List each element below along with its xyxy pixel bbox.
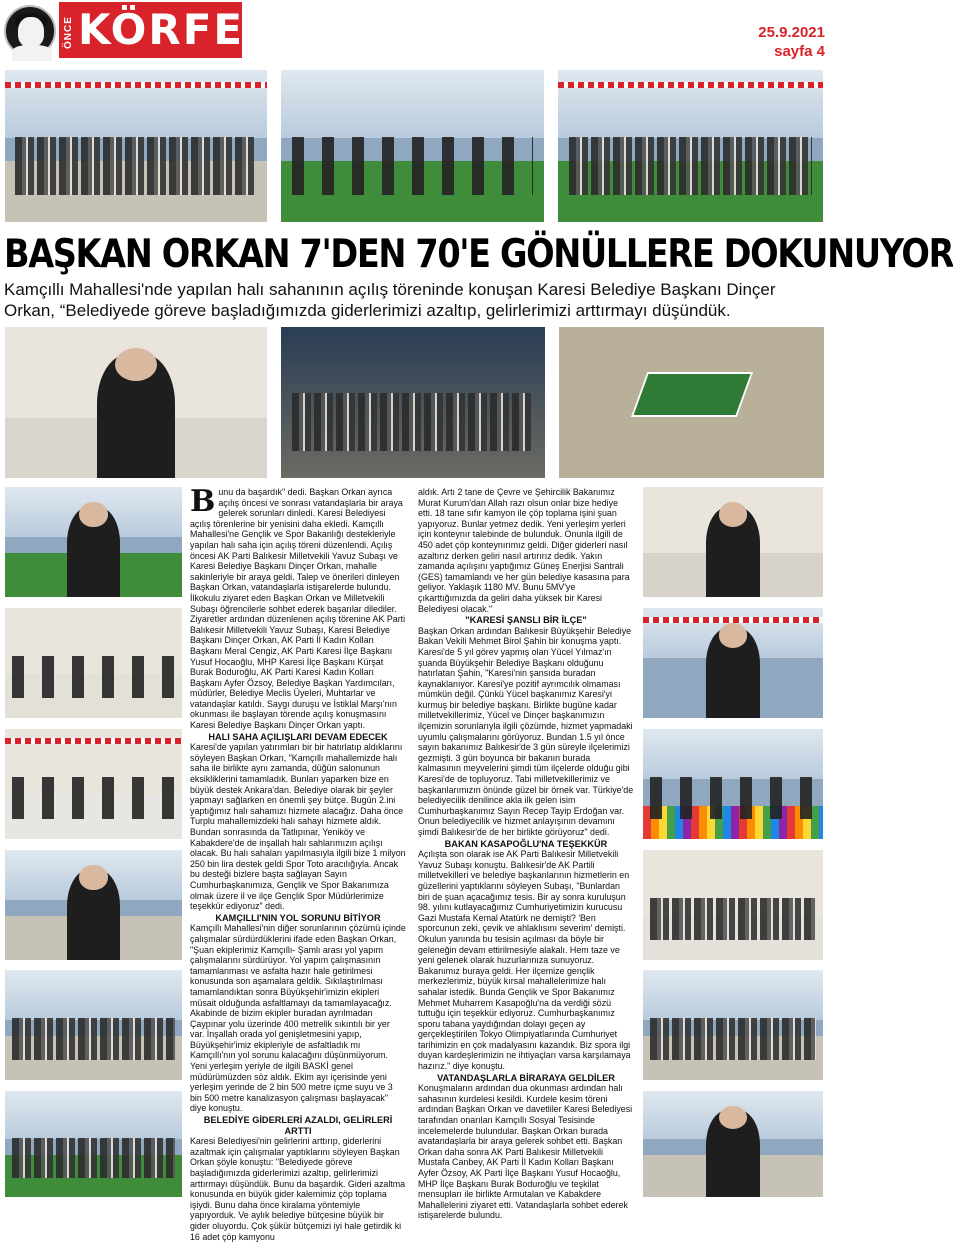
subheading-vatandaslar: VATANDAŞLARLA BİRARAYA GELDİLER: [437, 1072, 615, 1083]
logo-prefix: ÖNCE: [63, 16, 74, 50]
deck: Kamçıllı Mahallesi'nde yapılan halı sahanının açılış töreninde konuşan Karesi Belediye Başkanı Dinçer Orkan, “Belediyede göreve başladığımızda giderlerimizi azaltıp, gelirlerimizi arttırmayı düşündük.: [4, 280, 776, 320]
article-paragraph: Kamçıllı Mahallesi'nin diğer sorunlarının çözümü içinde çalışmalar sürdürdüklerini ifade eden Başkan Orkan, "Şuan ekiplerimiz Kamçıllı- Şamlı arası yol yapım çalışmalarını sürdürüyor. Yol yapım çalışmasının tamamlanması ve asfalta hazır hale getirilmesi konusunda son aşamalara geldik. Sıkılaştırılması tamamlandıktan sonra Büyükşehir'imizin ekipleri müsait olduğunda asfaltlamayı da tamamlayacağız. Akabinde de bizim ekipler buradan ayrılmadan Çaypınar yolu üzerinde 400 metrelik sıkıntılı bir yer var. İnşallah orada yol genişletmesini yapıp, Büyükşehir'imiz ekipleriyle de asfaltladık mı Kamçıllı'nın yol sorunu kalacağını düşünmüyorum. Yeni yerleşim yeriyle de ilgili BASKİ genel müdürümüzden söz aldık. Ekim ayı içerisinde yeni yerleşim yerinde de 2 bin 500 metre içme suyu ve 3 bin 500 metre kanalizasyon çalışması başlayacak" diye konuştu.: [190, 923, 406, 1114]
article-column-1: [190, 484, 406, 1242]
article-column-2: [418, 487, 634, 1221]
drop-cap: B: [190, 484, 216, 519]
page-number: sayfa 4: [774, 43, 825, 60]
photo-speaker-flags: [643, 608, 823, 718]
photo-aerial-field: [559, 327, 824, 478]
article-paragraph: Karesi'de yapılan yatırımları bir bir hatırlatıp aldıklarını söyleyen Başkan Orkan, "Kamçıllı mahallemizde halı saha ile birlikte aynı zamanda, düğün salonunun eksikliklerini tamamladık. Bunları yaparken bize en büyük destek Ankara'dan. Belediye olarak bir şeyler yapmayı sağlarken en önemli şey bütçe. Bugün 2.ini yaptığımız halı sahamızı hizmete alacağız. Daha önce Turplu mahallemizdeki halı sahayı hizmete aldık. Bundan sonrasında da Tatlıpınar, Yeniköy ve Kabakdere'de de inşallah halı sahlarımızın açılışı olacak. Bu halı sahaları yapılmasıyla ilgili bize 1 milyon 250 bin lira destek geldi Spor Toto aracılığıyla. Ancak bu desteği bizlere başta sağlayan Sayın Cumhurbaşkanımıza, Gençlik ve Spor Bakanımıza olmak üzere il ve ilçe Gençlik Spor Müdürlerimize teşekkür ediyoruz" dedi.: [190, 742, 406, 912]
photo-ribbon-cutting: [5, 70, 267, 222]
issue-date: 25.9.2021: [758, 24, 825, 41]
photo-children-talk: [5, 850, 182, 960]
article-paragraph: Başkan Orkan ardından Balıkesir Büyükşehir Belediye Bakan Vekili Mehmet Birol Şahin bir konuşma yaptı. Karesi'de 5 yıl görev yapmış olan Yücel Yılmaz'ın şuanda Büyükşehir Belediye Başkanı olduğunu hatırlatan Şahin, "Karesi'nin şansıda buradan kaynaklanıyor. Karesi'ye pozitif ayrımcılık olmaması mümkün değil. Çünkü Yücel başkanımız Karesi'yi kurmuş bir belediye başkanı. Birlikte bugüne kadar milletvekillerimiz, Yücel ve Dinçer başkanımızın ilçemizin sorunlarıyla ilgili çözümde, hizmet yapmadaki uyumlu çalışmalarını görüyoruz. Bundan 1.5 yıl önce sayın bakanımız Balıkesir'de 3 gün süreyle ilçelerimizi gezmişti. 3 gün boyunca bir bakanın burada kalmasının meyvelerini şimdi tüm ilçelerde olduğu gibi Karesi'de de topluyoruz. Tabi milletvekillerimiz ve başkanlarımızın önünde güzel bir örnek var. Türkiye'de belediyecilik denilince akla ilk gelen isim Cumhurbaşkanımız Sayın Recep Tayip Erdoğan var. Onun belediyecilik ve hizmet anlayışının devamını şimdi Balıkesir'de de her birlikte görüyoruz" dedi.: [418, 625, 634, 837]
photo-social-facility: [643, 850, 823, 960]
subheading-giderler: BELEDİYE GİDERLERİ AZALDI, GELİRLERİ ARTTI: [203, 1115, 393, 1136]
subheading-yol-sorunu: KAMÇILLI'NIN YOL SORUNU BİTİYOR: [215, 912, 381, 923]
portrait-logo-icon: [4, 5, 56, 57]
photo-night-group: [281, 327, 545, 478]
subheading-tesekkur: BAKAN KASAPOĞLU'NA TEŞEKKÜR: [444, 838, 608, 849]
photo-village-visit: [643, 970, 823, 1080]
photo-classroom-visit: [5, 327, 267, 478]
photo-tea-garden: [5, 970, 182, 1080]
article-paragraph: unu da başardık" dedi. Başkan Orkan ayrıca açılış öncesi ve sonrası vatandaşlarla bir araya gelerek sorunları dinledi. Karesi Belediyesi açılış törenlerine bir yenisini daha ekledi. Kamçıllı Mahallesi'ne Gençlik ve Spor Bakanlığı destekleriyle yapılan halı saha için açılış töreni düzenlendi. Açılış öncesi AK Parti Balıkesir Milletvekili Yavuz Subaşı ve Karesi Belediye Başkanı Dinçer Orkan, mahalle sakinleriyle bir araya geldi. Talep ve önerileri dinleyen Başkan Orkan, vatandaşlarla istişarelerde bulundu. İlkokulu ziyaret eden Başkan Orkan ve Milletvekili Subaşı öğrencilerle sohbet ederek başarılar dilediler. Ziyaretler ardından düzenlenen açılış törenine AK Parti Balıkesir Milletvekili Yavuz Subaşı, Karesi Belediye Başkanı Dinçer Orkan, AK Parti İl Kadın Kolları Başkanı Meral Cengiz, AK Parti Karesi İlçe Başkanı Yusuf Hocaoğlu, MHP Karesi İlçe Başkanı Kürşat Burak Boduroğlu, AK Parti Karesi Kadın Kolları Başkanı Ayfer Özsoy, Belediye Başkan Yardımcıları, müdürler, Belediye Meclis Üyeleri, Muhtarlar ve vatandaşlar katıldı. Saygı duruşu ve İstiklal Marşı'nın okunması ile başlayan törende açılış konuşmasını Karesi Belediye Başkanı Dinçer Orkan yaptı.: [190, 487, 406, 731]
article-paragraph: Konuşmaların ardından dua okunması ardından halı sahasının kurdelesi kesildi. Kurdele kesim töreni ardından Başkan Orkan ve davetliler Karesi Belediyesi tarafından onarılan Kamçıllı Sosyal Tesisinde incelemelerde bulundular. Başkan Orkan burada avatandaşlarla bir araya gelerek sohbet etti. Başkan Orkan daha sonra AK Parti Balıkesir Milletvekili Mustafa Canbey, AK Parti İl Kadın Kolları Başkanı Ayfer Özsoy, AK Parti İlçe Başkanı Yusuf Hocaoğlu, MHP İlçe Başkanı Burak Boduroğlu ve teşkilat mensupları ile birlikte Armutalan ve Kabakdere Mahallelerini ziyaret etti. Vatandaşlarla sohbet ederek istişarelerde bulundu.: [418, 1083, 633, 1221]
photo-officials-ball: [281, 70, 544, 222]
headline: BAŞKAN ORKAN 7'DEN 70'E GÖNÜLLERE DOKUNUYOR: [4, 232, 953, 277]
photo-group-outdoor: [5, 1091, 182, 1197]
photo-elderly-visit: [643, 1091, 823, 1197]
subheading-sansli-ilce: "KARESİ ŞANSLI BİR İLÇE": [465, 615, 587, 626]
photo-speech-podium: [5, 487, 182, 597]
photo-field-crowd: [558, 70, 823, 222]
article-paragraph: aldık. Artı 2 tane de Çevre ve Şehircilik Bakanımız Murat Kurum'dan Allah razı olsun onlar bize hediye etti. 18 tane sıfır kamyon ile çöp toplama işini şuan yapıyoruz. Bunlar yetmez dedik. Yeni yerleşim yerleri için konteynır talebinde de bulunduk. Onunla ilgili de 450 adet çöp konteynırımız geldi. Diğer giderleri nasıl azaltırız derken geliri nasıl artırırız dedik. Yakın zamanda açılışını yaptığımız Güneş Enerjisi Santrali (GES) tamamlandı ve her gün belediye kasasına para geliyor. Yaklaşık 1180 MV. Bunu 5MV'ye çıkarttığımızda da geliri daha yüksek bir Karesi Belediyesi olacak.": [418, 487, 630, 614]
logo-name: KÖRFEZ: [78, 5, 277, 54]
subheading-halı-saha: HALI SAHA AÇILIŞLARI DEVAM EDECEK: [208, 731, 388, 742]
article-paragraph: Karesi Belediyesi'nin gelirlerini arttırıp, giderlerini azaltmak için çalışmalar yaptıklarını söyleyen Başkan Orkan şöyle konuştu: "Belediyede göreve başladığımızda giderlerimizi azaltıp, gelirlerimizi arttırmayı düşündük. Bunu da başardık. Gideri azaltma konusunda en büyük gider kalemimiz çöp toplama işiydi. Bunu daha önce kiralama yöntemiyle yapıyorduk. Ve aylık belediye bütçesine büyük bir gider oluyordu. Çok şükür bütçemizi iyi hale getirdik ki 16 adet çöp kamyonu: [190, 1136, 406, 1242]
article-paragraph: Açılışta son olarak ise AK Parti Balıkesir Milletvekili Yavuz Subaşı konuştu. Balıkesir'de AK Partili milletvekilleri ve belediye başkanlarının hizmetlerin en güzellerini yaptıklarını söyleyen Subaşı, "Bunlardan biri de şuan açacağımız tesis. Bir ay sonra kuruluşun 98. yılını kutlayacağımız Cumhuriyetimizin kurucusu Gazi Mustafa Kemal Atatürk ne demişti? 'Ben sporcunun zeki, çevik ve ahlaklısını severim' demişti. Okulun yanında bu tesisin açılması da böyle bir geleneğin devam ettirilmesiyle alakalı. Hem taze ve yeni gelenek olarak huzurlarınıza sunuyoruz. Bakanımız buraya geldi. Her ilçemize gençlik merkezlerimiz, büyük kırsal mahallelerimize halı sahalar istedik. Bunda Gençlik ve Spor Bakanımız Mehmet Muharrem Kasapoğlu'na da verdiği sözü tuttuğu için teşekkür ediyoruz. Cumhurbaşkanımız sporu tabana yaydığından dolayı geçen ay gerçekleştirilen Tokyo Olimpiyatlarında Cumhuriyet tarihimizin en çok madalyasını kazandık. Biz spora ilgi duyan kardeşlerimizin ne ihtiyaçları varsa karşılamaya hazırız." diye konuştu.: [418, 849, 631, 1072]
photo-field-opening: [643, 729, 823, 839]
photo-speaker-podium: [643, 487, 823, 597]
photo-wedding-hall: [5, 729, 182, 839]
photo-meeting-room: [5, 608, 182, 718]
masthead: [0, 0, 829, 62]
